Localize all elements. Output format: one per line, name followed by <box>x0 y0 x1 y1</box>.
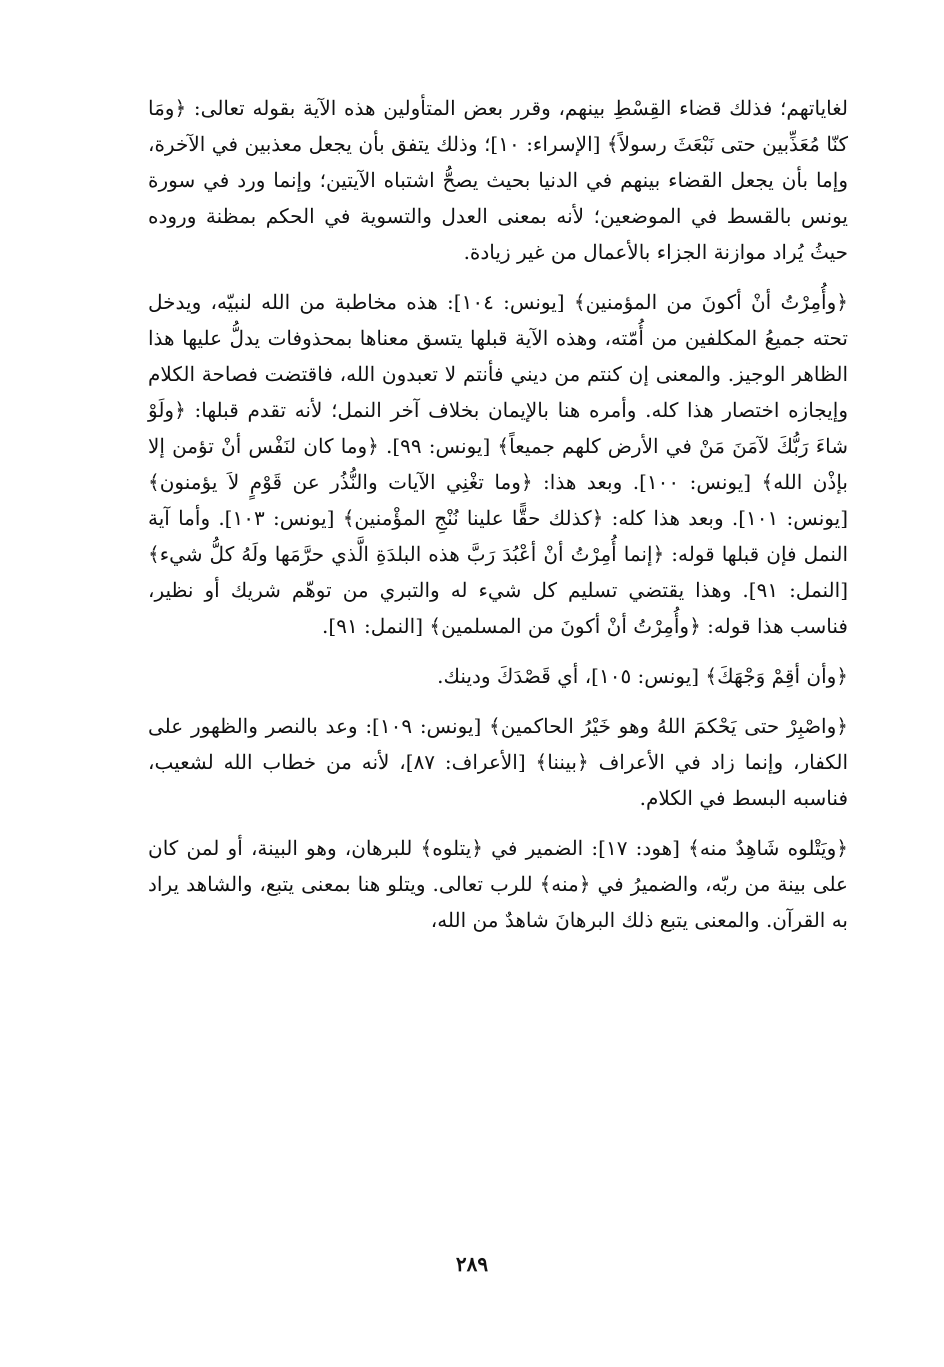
paragraph-5: ﴿ويَتْلوه شَاهِدٌ منه﴾ [هود: ١٧]: الضمير في ﴿يتلوه﴾ للبرهان، وهو البينة، أو لمن كان على بينة من ربّه، والضميرُ في ﴿منه﴾ للرب تعالى. ويتلو هنا بمعنى يتبع، والشاهد يراد به القرآن. والمعنى يتبع ذلك البرهانَ شاهدٌ من الله، <box>148 836 848 932</box>
page-body-text <box>148 90 848 938</box>
page-number: ٢٨٩ <box>455 1252 489 1276</box>
paragraph-2: ﴿وأُمِرْتُ أنْ أكونَ من المؤمنين﴾ [يونس: ١٠٤]: هذه مخاطبة من الله لنبيّه، ويدخل تحته جميعُ المكلفين من أُمّته، وهذه الآية قبلها يتسق معناها بمحذوفات يدلُّ عليها هذا الظاهر الوجيز. والمعنى إن كنتم من ديني فأنتم لا تعبدون الله، فاقتضت فصاحة الكلام وإيجازه اختصار هذا كله. وأمره هنا بالإيمان بخلاف آخر النمل؛ لأنه تقدم قبلها: ﴿ولَوْ شاءَ رَبُّكَ لآمَنَ مَنْ في الأرض كلهم جميعاً﴾ [يونس: ٩٩]. ﴿وما كان لنَفْس أنْ تؤمن إلا بإذْن الله﴾ [يونس: ١٠٠]. وبعد هذا: ﴿وما تغْنِي الآيات والنُّذُر عن قَوْمٍ لاَ يؤمنون﴾ [يونس: ١٠١]. وبعد هذا كله: ﴿كذلك حقًّا علينا نُنْجِ المؤْمنين﴾ [يونس: ١٠٣]. وأما آية النمل فإن قبلها قوله: ﴿إنما أُمِرْتُ أنْ أعْبُدَ رَبَّ هذه البلدَةِ الَّذي حرَّمَها ولَهُ كلُّ شيء﴾ [النمل: ٩١]. وهذا يقتضي تسليم كل شيء له والتبري من توهّم شريك أو نظير، فناسب هذا قوله: ﴿وأُمِرْتُ أنْ أكونَ من المسلمين﴾ [النمل: ٩١]. <box>148 290 849 638</box>
paragraph-1: لغاياتهم؛ فذلك قضاء القِسْطِ بينهم، وقرر بعض المتأولين هذه الآية بقوله تعالى: ﴿ومَا كنّا مُعَذِّبين حتى نَبْعَثَ رسولاً﴾ [الإسراء: ١٠]؛ وذلك يتفق بأن يجعل معذبين في الآخرة، وإما بأن يجعل القضاء بينهم في الدنيا بحيث يصحُّ اشتباه الآيتين؛ وإنما ورد في سورة يونس بالقسط في الموضعين؛ لأنه بمعنى العدل والتسوية في الحكم بمظنة وروده حيثُ يُراد موازنة الجزاء بالأعمال من غير زيادة. <box>148 96 848 264</box>
paragraph-3: ﴿وأن أقِمْ وَجْهَكَ﴾ [يونس: ١٠٥]، أي قَصْدَكَ ودينك. <box>437 664 848 688</box>
paragraph-4: ﴿واصْبِرْ حتى يَحْكمَ اللهُ وهو خَيْرُ الحاكمين﴾ [يونس: ١٠٩]: وعد بالنصر والظهور على الكفار، وإنما زاد في الأعراف ﴿بيننا﴾ [الأعراف: ٨٧]، لأنه من خطاب الله لشعيب، فناسبه البسط في الكلام. <box>148 714 849 810</box>
